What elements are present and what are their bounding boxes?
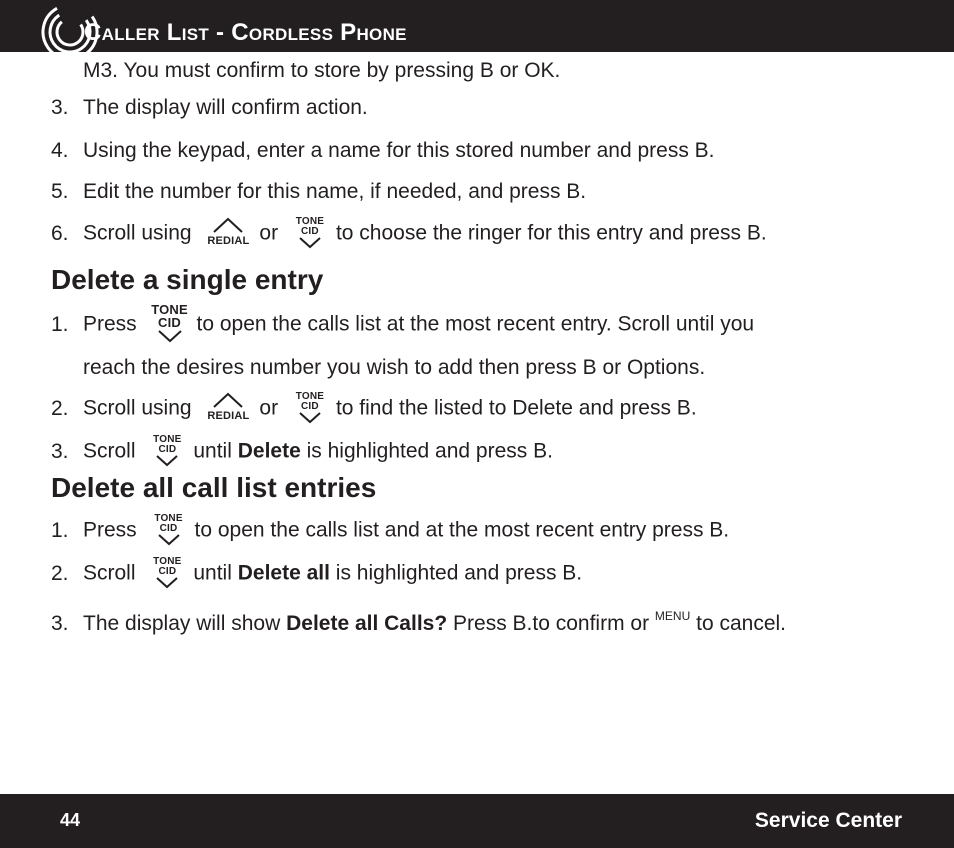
step-text: The display will confirm action. bbox=[83, 96, 368, 119]
tone-label: TONE bbox=[151, 302, 188, 317]
tone-cid-key-icon bbox=[288, 389, 332, 429]
step-text: Scroll using bbox=[83, 396, 192, 420]
step-text: until bbox=[193, 561, 232, 585]
redial-label: REDIAL bbox=[207, 235, 250, 247]
list-item bbox=[51, 603, 786, 637]
step-number: 3. bbox=[51, 96, 69, 119]
step-text: is highlighted and press B. bbox=[335, 561, 583, 585]
step-number: 6. bbox=[51, 221, 69, 245]
list-item bbox=[51, 179, 586, 205]
list-item bbox=[51, 554, 582, 594]
tone-label: TONE bbox=[153, 434, 182, 445]
step-text: or bbox=[259, 396, 279, 420]
cid-label: CID bbox=[301, 226, 319, 237]
tone-cid-key-icon bbox=[147, 303, 193, 347]
page-header bbox=[0, 0, 954, 52]
tone-cid-key-icon bbox=[147, 511, 191, 551]
page-title: Caller List - Cordless Phone bbox=[84, 19, 407, 46]
cid-label: CID bbox=[158, 444, 177, 455]
step-text: to find the listed to Delete and press B. bbox=[335, 396, 697, 420]
list-item bbox=[51, 214, 767, 254]
list-item bbox=[51, 95, 368, 121]
footer-section-label: Service Center bbox=[754, 809, 902, 832]
redial-key-icon bbox=[201, 214, 255, 254]
section-heading-delete-single: Delete a single entry bbox=[51, 264, 324, 295]
cid-label: CID bbox=[159, 523, 178, 534]
step-number: 3. bbox=[51, 439, 69, 463]
step-text: Press bbox=[83, 518, 137, 542]
lead-line: M3. You must confirm to store by pressing B or OK. bbox=[83, 59, 561, 82]
list-item bbox=[51, 389, 697, 429]
cid-label: CID bbox=[158, 566, 177, 577]
step-emphasis: Delete all Calls? bbox=[286, 612, 448, 635]
step-continuation: reach the desires number you wish to add then press B or Options. bbox=[83, 356, 706, 379]
step-text: Scroll using bbox=[83, 221, 192, 245]
tone-label: TONE bbox=[154, 513, 183, 524]
step-emphasis: Delete bbox=[237, 439, 301, 463]
redial-key-icon bbox=[201, 389, 255, 429]
tone-label: TONE bbox=[295, 391, 325, 402]
step-text: Using the keypad, enter a name for this stored number and press B. bbox=[83, 139, 715, 162]
page-number: 44 bbox=[60, 810, 81, 830]
step-emphasis: Delete all bbox=[237, 561, 330, 585]
section-heading-delete-all: Delete all call list entries bbox=[51, 472, 377, 503]
list-item bbox=[51, 303, 754, 347]
page-footer bbox=[0, 794, 954, 848]
step-number: 2. bbox=[51, 396, 69, 420]
step-text: Press B.to confirm or bbox=[453, 612, 650, 635]
step-text: to open the calls list and at the most recent entry press B. bbox=[194, 518, 730, 542]
cid-label: CID bbox=[301, 401, 319, 412]
step-number: 4. bbox=[51, 139, 69, 162]
step-text: to open the calls list at the most recent entry. Scroll until you bbox=[196, 312, 755, 336]
step-text: until bbox=[193, 439, 232, 463]
step-number: 1. bbox=[51, 518, 69, 542]
list-item bbox=[51, 432, 553, 472]
step-text: Press bbox=[83, 312, 137, 336]
cid-label: CID bbox=[158, 315, 182, 330]
menu-key-label: MENU bbox=[654, 609, 691, 623]
list-item bbox=[51, 511, 729, 551]
step-text: to choose the ringer for this entry and press B. bbox=[335, 221, 767, 245]
step-text: to cancel. bbox=[696, 612, 786, 635]
step-text: Edit the number for this name, if needed, and press B. bbox=[83, 180, 587, 203]
tone-cid-key-icon bbox=[145, 432, 189, 472]
tone-label: TONE bbox=[295, 216, 325, 227]
tone-label: TONE bbox=[153, 556, 182, 567]
step-number: 2. bbox=[51, 561, 69, 585]
tone-cid-key-icon bbox=[288, 214, 332, 254]
step-text: Scroll bbox=[83, 561, 136, 585]
tone-cid-key-icon bbox=[145, 554, 189, 594]
step-text: The display will show bbox=[83, 612, 281, 635]
step-number: 5. bbox=[51, 180, 69, 203]
step-text: or bbox=[259, 221, 279, 245]
step-text: is highlighted and press B. bbox=[306, 439, 553, 463]
redial-label: REDIAL bbox=[207, 410, 250, 422]
list-item bbox=[51, 138, 715, 164]
step-text: Scroll bbox=[83, 439, 136, 463]
step-number: 3. bbox=[51, 612, 69, 635]
step-number: 1. bbox=[51, 312, 69, 336]
